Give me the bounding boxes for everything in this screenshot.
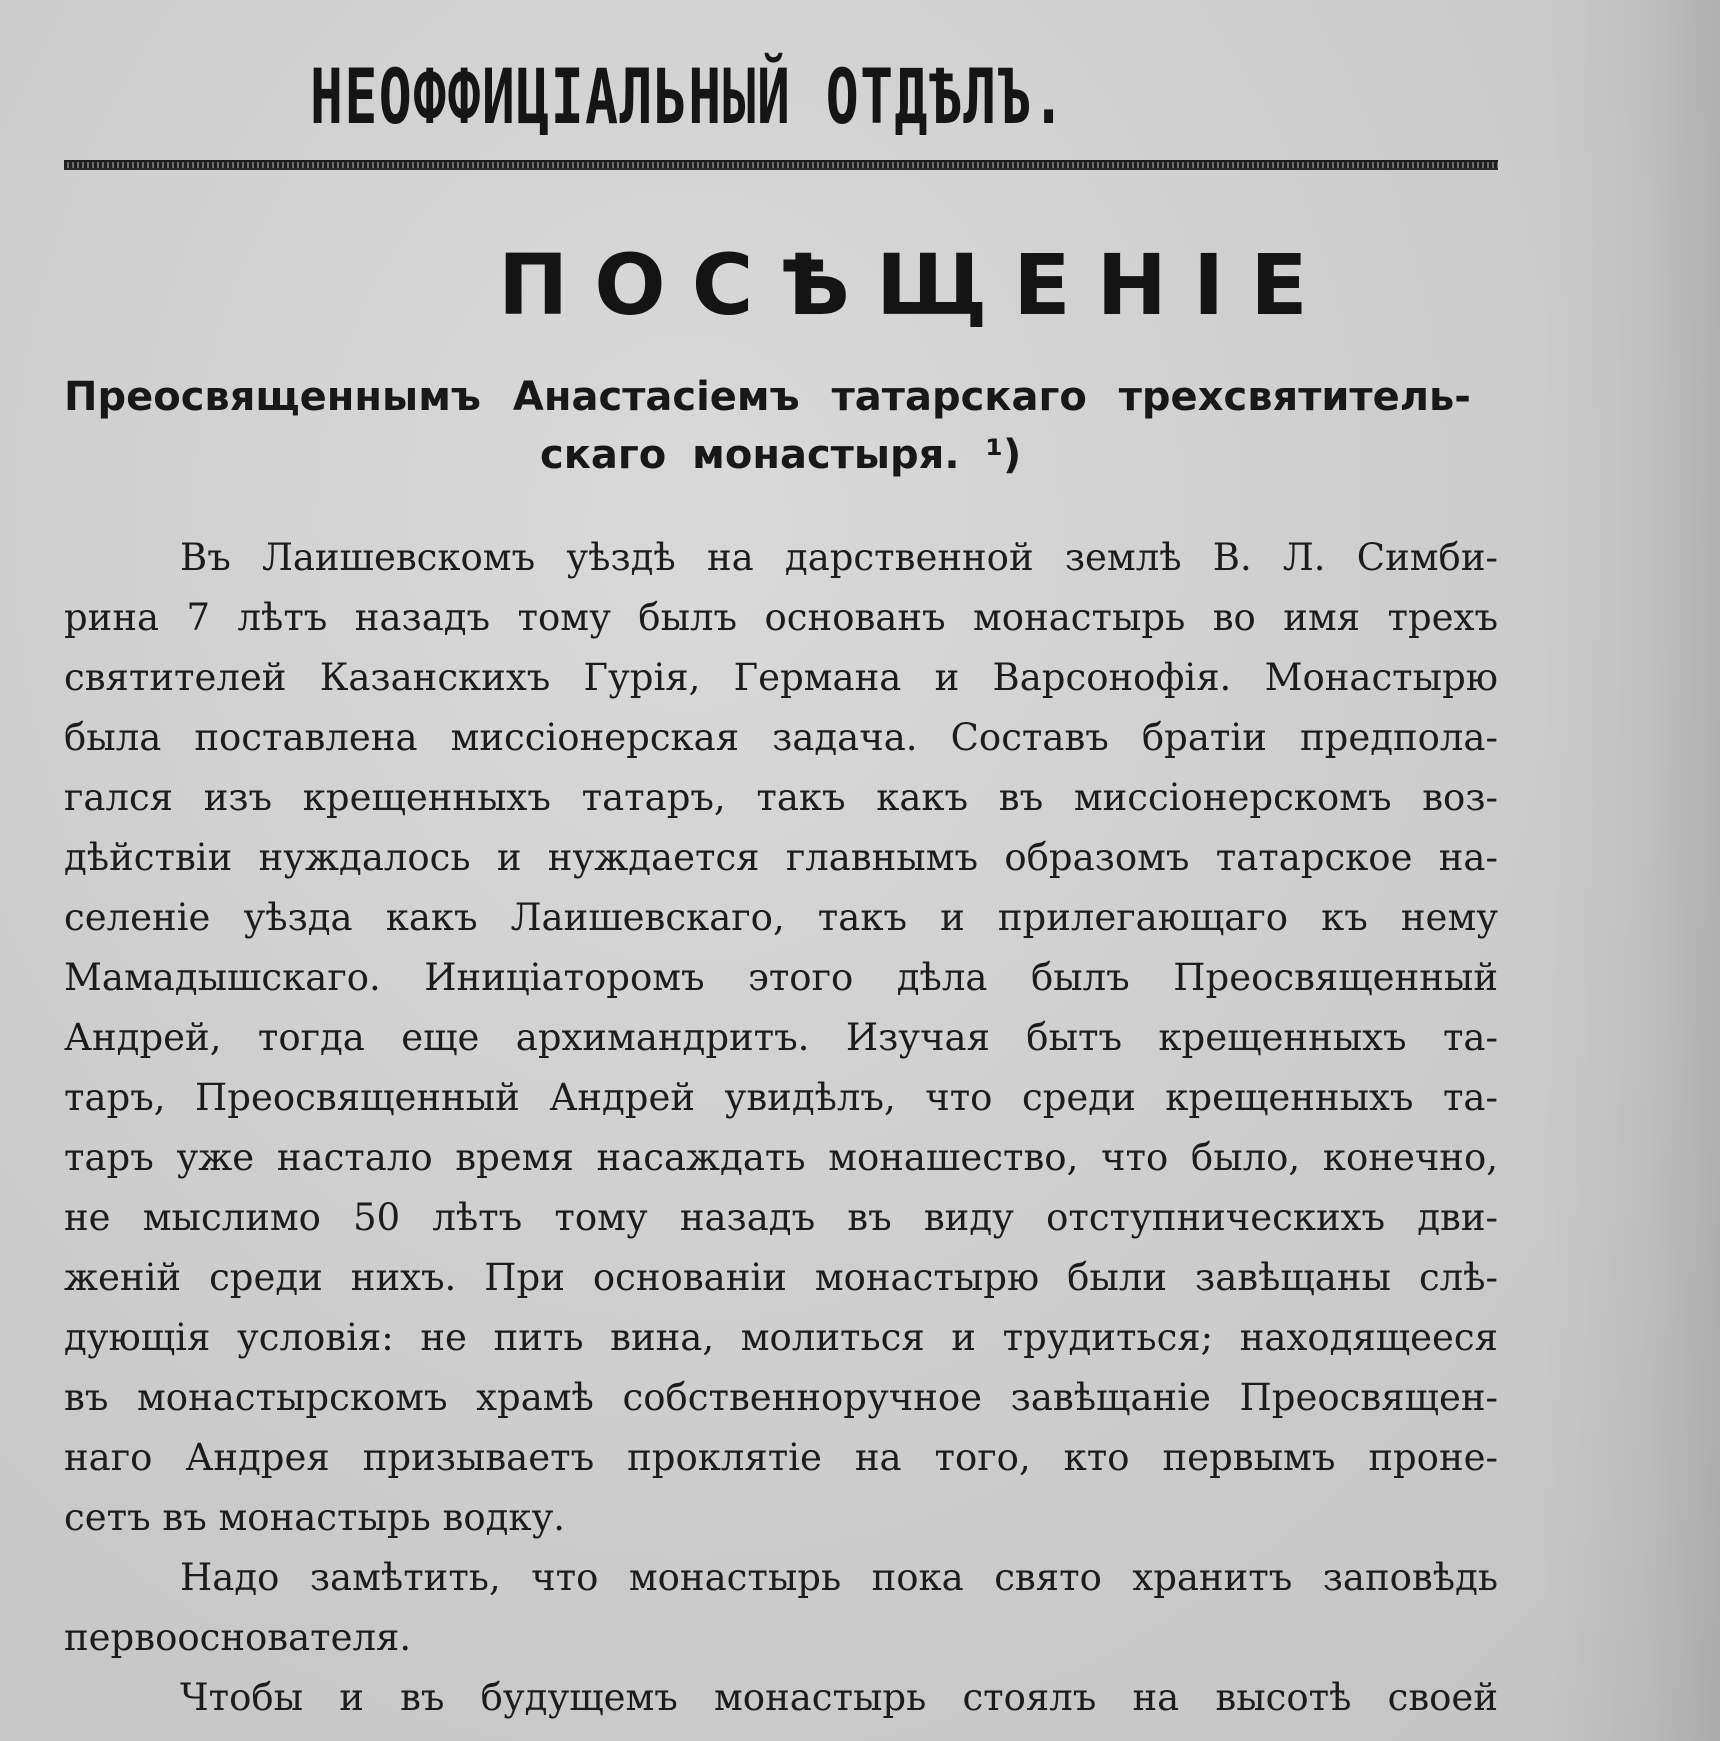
page-edge-shadow bbox=[1540, 0, 1720, 1741]
body-text-line: была поставлена миссіонерская задача. Составъ братіи предпола- bbox=[64, 716, 1498, 759]
article-subtitle-line-1: Преосвященнымъ Анастасіемъ татарскаго трехсвятитель- bbox=[64, 374, 1471, 420]
body-text-line: первооснователя. bbox=[64, 1616, 412, 1659]
body-text-line: дующія условія: не пить вина, молиться и трудиться; находящееся bbox=[64, 1316, 1498, 1359]
body-text-line: Надо замѣтить, что монастырь пока свято хранитъ заповѣдь bbox=[180, 1556, 1498, 1599]
body-text-line: рина 7 лѣтъ назадъ тому былъ основанъ монастырь во имя трехъ bbox=[64, 596, 1498, 639]
body-text-line: женій среди нихъ. При основаніи монастырю были завѣщаны слѣ- bbox=[64, 1256, 1498, 1299]
body-text-line: въ монастырскомъ храмѣ собственноручное завѣщаніе Преосвящен- bbox=[64, 1376, 1498, 1419]
body-text-line: святителей Казанскихъ Гурія, Германа и Варсонофія. Монастырю bbox=[64, 656, 1498, 699]
body-text-line: селеніе уѣзда какъ Лаишевскаго, такъ и прилегающаго къ нему bbox=[64, 896, 1498, 939]
body-text-line: гался изъ крещенныхъ татаръ, такъ какъ въ миссіонерскомъ воз- bbox=[64, 776, 1498, 819]
section-header: НЕОФФИЦІАЛЬНЫЙ ОТДѢЛЪ. bbox=[310, 52, 1067, 141]
body-text-line: сетъ въ монастырь водку. bbox=[64, 1496, 566, 1539]
article-subtitle-line-2: скаго монастыря. ¹) bbox=[540, 432, 1022, 478]
body-text-line: Андрей, тогда еще архимандритъ. Изучая бытъ крещенныхъ та- bbox=[64, 1016, 1498, 1059]
body-text-line: не мыслимо 50 лѣтъ тому назадъ въ виду отступническихъ дви- bbox=[64, 1196, 1498, 1239]
body-text-line: таръ уже настало время насаждать монашество, что было, конечно, bbox=[64, 1136, 1498, 1179]
article-title: ПОСѢЩЕНІЕ bbox=[498, 236, 1334, 334]
body-text-line: дѣйствіи нуждалось и нуждается главнымъ образомъ татарское на- bbox=[64, 836, 1498, 879]
body-text-line: наго Андрея призываетъ проклятіе на того, кто первымъ проне- bbox=[64, 1436, 1498, 1479]
body-text-line: Мамадышскаго. Иниціаторомъ этого дѣла былъ Преосвященный bbox=[64, 956, 1498, 999]
body-text-line: Чтобы и въ будущемъ монастырь стоялъ на высотѣ своей bbox=[180, 1676, 1498, 1719]
ornamental-rule bbox=[64, 160, 1498, 170]
body-text-line: Въ Лаишевскомъ уѣздѣ на дарственной землѣ В. Л. Симби- bbox=[180, 536, 1498, 579]
body-text-line: таръ, Преосвященный Андрей увидѣлъ, что среди крещенныхъ та- bbox=[64, 1076, 1498, 1119]
